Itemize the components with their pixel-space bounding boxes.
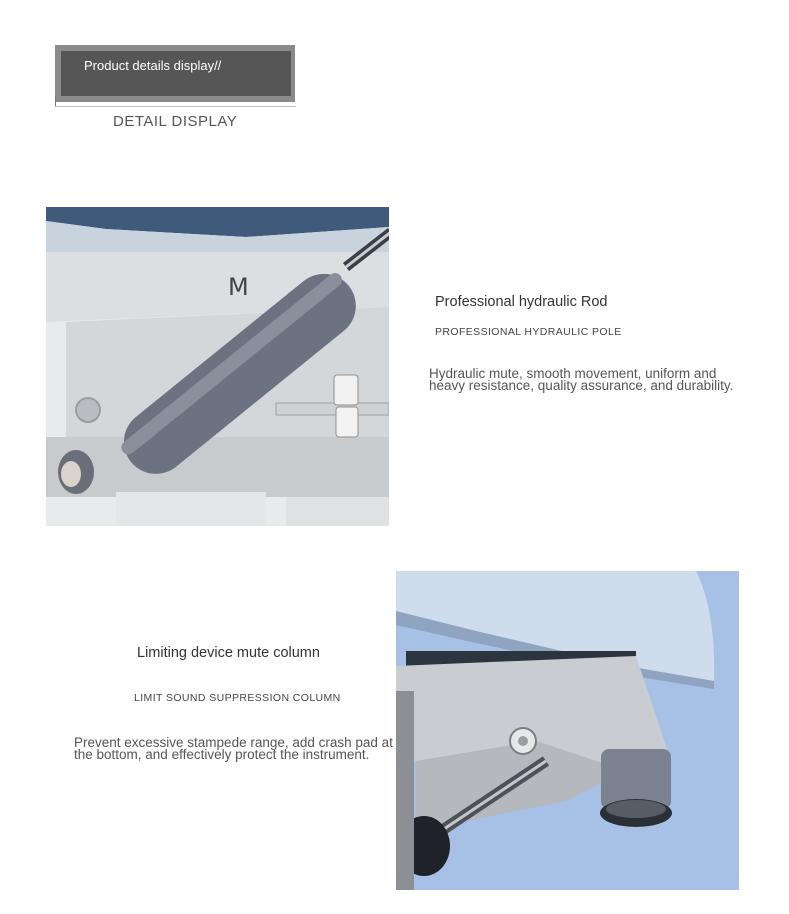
header-badge-text: Product details display// [84,58,222,73]
hydraulic-rod-photo [46,207,389,526]
svg-text:M: M [228,273,249,301]
header-divider [55,106,296,107]
limiting-device-photo [396,571,739,890]
feature-1-description: Hydraulic mute, smooth movement, uniform and heavy resistance, quality assurance, and durability. [429,366,734,393]
feature-1-title: Professional hydraulic Rod [435,294,608,310]
section-subtitle: DETAIL DISPLAY [113,113,238,130]
feature-2-subtitle: LIMIT SOUND SUPPRESSION COLUMN [134,692,341,704]
feature-2-description: Prevent excessive stampede range, add crash pad at the bottom, and effectively protect the instrument. [74,735,393,762]
feature-2-title: Limiting device mute column [137,645,320,661]
feature-1-subtitle: PROFESSIONAL HYDRAULIC POLE [435,326,622,338]
